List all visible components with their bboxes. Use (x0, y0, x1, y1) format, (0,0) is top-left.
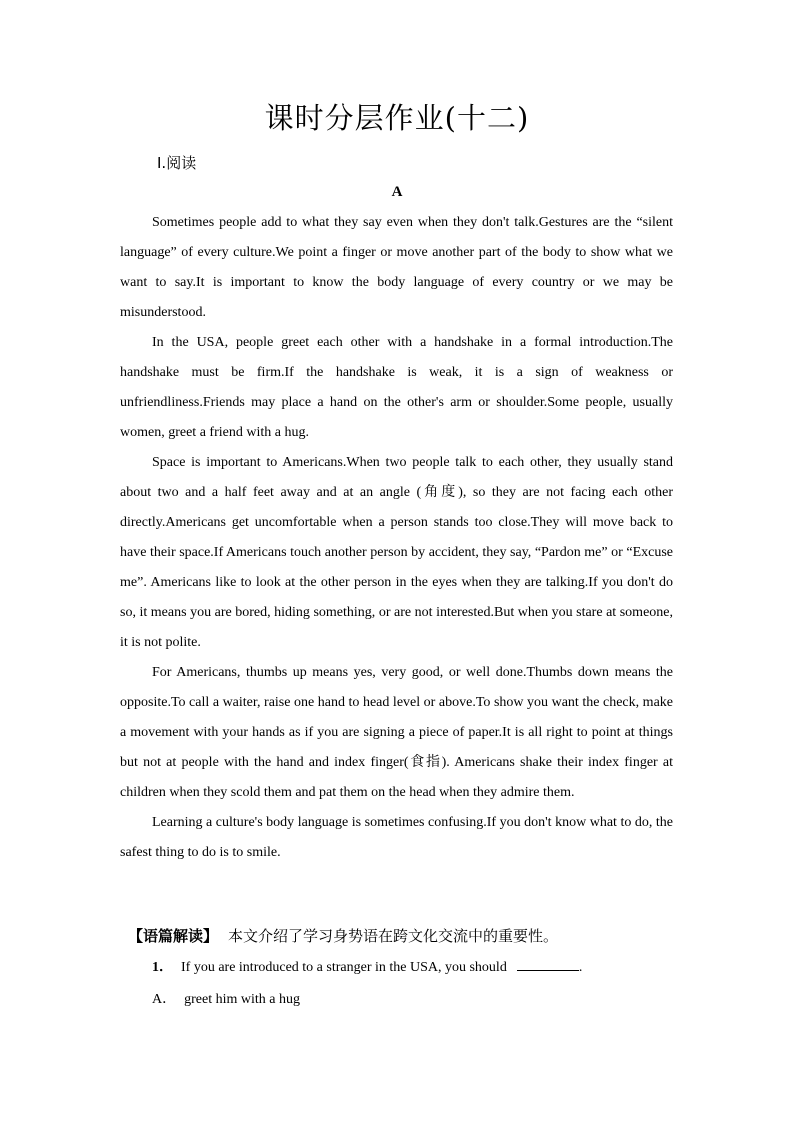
question-number: 1． (152, 960, 173, 975)
question-end: . (578, 960, 583, 975)
answer-blank (517, 956, 579, 971)
option-a (152, 988, 300, 1008)
paragraph-5: Learning a culture's body language is sometimes confusing.If you don't know what to do, the safest thing to do is to smile. (120, 815, 673, 860)
option-a-text: greet him with a hug (184, 992, 300, 1007)
reading-passage (120, 208, 673, 868)
question-1 (152, 956, 582, 976)
section-heading: Ⅰ.阅读 (157, 154, 197, 172)
analysis-text: 本文介绍了学习身势语在跨文化交流中的重要性。 (228, 927, 559, 945)
paragraph-3: Space is important to Americans.When two people talk to each other, they usually stand about two and a half feet away and at an angle (角度), so they are not facing each other directly.Americans get uncomfortable when a person stands too close.They will move back to have their space.If Americans touch another person by accident, they say, “Pardon me” or “Excuse me”. Americans like to look at the other person in the eyes when they are talking.If you don't do so, it means you are bored, hiding something, or are not interested.But when you stare at someone, it is not polite. (120, 455, 673, 650)
page-title: 课时分层作业(十二) (264, 101, 530, 135)
paragraph-4: For Americans, thumbs up means yes, very good, or well done.Thumbs down means the opposite.To call a waiter, raise one hand to head level or above.To show you want the check, make a movement with your hands as if you are signing a piece of paper.It is all right to point at things but not at people with the hand and index finger(食指). Americans shake their index finger at children when they scold them and pat them on the head when they admire them. (120, 665, 673, 800)
analysis-label: 【语篇解读】 (128, 927, 219, 945)
option-a-letter: A． (152, 992, 177, 1007)
passage-analysis (128, 925, 558, 946)
question-text: If you are introduced to a stranger in the USA, you should (181, 960, 507, 975)
passage-label: A (391, 184, 403, 200)
paragraph-2: In the USA, people greet each other with a handshake in a formal introduction.The handshake must be firm.If the handshake is weak, it is a sign of weakness or unfriendliness.Friends may place a hand on the other's arm or shoulder.Some people, usually women, greet a friend with a hug. (120, 335, 673, 440)
paragraph-1: Sometimes people add to what they say even when they don't talk.Gestures are the “silent language” of every culture.We point a finger or move another part of the body to show what we want to say.It is important to know the body language of every country or we may be misunderstood. (120, 215, 673, 320)
